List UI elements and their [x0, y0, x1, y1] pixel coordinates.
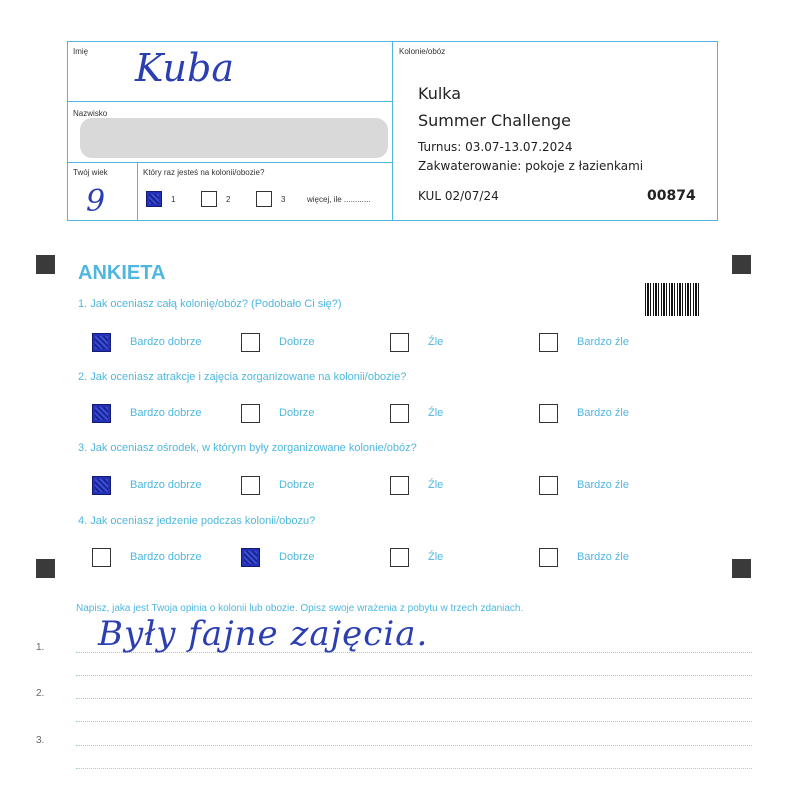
question-3: 3. Jak oceniasz ośrodek, w którym były zorganizowane kolonie/obóz?: [78, 442, 417, 454]
q3-option-1-checkbox[interactable]: [92, 476, 111, 495]
q2-option-2-checkbox[interactable]: [241, 404, 260, 423]
q4-option-4-checkbox[interactable]: [539, 548, 558, 567]
camp-label: Kolonie/obóz: [399, 47, 446, 56]
q2-option-1-checkbox[interactable]: [92, 404, 111, 423]
registration-marker-bottom-right: [732, 559, 751, 578]
times-checkbox-3[interactable]: [256, 191, 272, 207]
camp-program: Summer Challenge: [418, 111, 571, 130]
question-2: 2. Jak oceniasz atrakcje i zajęcia zorganizowane na kolonii/obozie?: [78, 371, 407, 383]
q3-option-1-label: Bardzo dobrze: [130, 479, 202, 491]
q4-option-2-checkbox[interactable]: [241, 548, 260, 567]
times-option-2: 2: [226, 195, 231, 204]
q2-option-1-label: Bardzo dobrze: [130, 407, 202, 419]
surname-label: Nazwisko: [73, 109, 108, 118]
q2-option-3-label: Źle: [428, 407, 444, 419]
times-more-label: więcej, ile ............: [307, 195, 371, 204]
q1-option-3-label: Źle: [428, 336, 444, 348]
q4-option-3-label: Źle: [428, 551, 444, 563]
q2-option-2-label: Dobrze: [279, 407, 315, 419]
opinion-prompt: Napisz, jaka jest Twoja opinia o kolonii lub obozie. Opisz swoje wrażenia z pobytu w trzech zdaniach.: [76, 603, 524, 614]
divider-name: [67, 101, 392, 102]
question-1: 1. Jak oceniasz całą kolonię/obóz? (Podobało Ci się?): [78, 298, 342, 310]
question-4: 4. Jak oceniasz jedzenie podczas kolonii/obozu?: [78, 515, 316, 527]
q1-option-4-checkbox[interactable]: [539, 333, 558, 352]
q4-option-3-checkbox[interactable]: [390, 548, 409, 567]
camp-code: KUL 02/07/24: [418, 189, 499, 203]
barcode: [645, 283, 700, 316]
q3-option-2-label: Dobrze: [279, 479, 315, 491]
q1-option-2-label: Dobrze: [279, 336, 315, 348]
answer-line-1b: [76, 675, 752, 676]
q1-option-1-label: Bardzo dobrze: [130, 336, 202, 348]
surname-redaction: [80, 118, 388, 158]
name-handwritten: Kuba: [135, 46, 235, 90]
line-number-2: 2.: [36, 688, 45, 699]
camp-name: Kulka: [418, 84, 462, 103]
divider-vertical: [392, 41, 393, 221]
times-checkbox-2[interactable]: [201, 191, 217, 207]
q3-option-4-label: Bardzo źle: [577, 479, 629, 491]
divider-surname: [67, 162, 392, 163]
times-checkbox-1[interactable]: [146, 191, 162, 207]
turnus-dates: Turnus: 03.07-13.07.2024: [418, 140, 573, 154]
form-number: 00874: [647, 188, 696, 204]
q2-option-3-checkbox[interactable]: [390, 404, 409, 423]
q3-option-2-checkbox[interactable]: [241, 476, 260, 495]
q1-option-1-checkbox[interactable]: [92, 333, 111, 352]
q1-option-2-checkbox[interactable]: [241, 333, 260, 352]
q1-option-4-label: Bardzo źle: [577, 336, 629, 348]
q3-option-4-checkbox[interactable]: [539, 476, 558, 495]
registration-marker-bottom-left: [36, 559, 55, 578]
answer-line-2a: [76, 698, 752, 699]
q2-option-4-checkbox[interactable]: [539, 404, 558, 423]
times-label: Który raz jesteś na kolonii/obozie?: [143, 168, 265, 177]
answer-line-2b: [76, 721, 752, 722]
q4-option-4-label: Bardzo źle: [577, 551, 629, 563]
times-option-1: 1: [171, 195, 176, 204]
age-label: Twój wiek: [73, 168, 108, 177]
line-number-3: 3.: [36, 735, 45, 746]
q3-option-3-checkbox[interactable]: [390, 476, 409, 495]
q4-option-1-label: Bardzo dobrze: [130, 551, 202, 563]
line-number-1: 1.: [36, 642, 45, 653]
lodging-info: Zakwaterowanie: pokoje z łazienkami: [418, 159, 644, 173]
q4-option-2-label: Dobrze: [279, 551, 315, 563]
divider-age: [137, 162, 138, 221]
q4-option-1-checkbox[interactable]: [92, 548, 111, 567]
name-label: Imię: [73, 47, 89, 56]
q3-option-3-label: Źle: [428, 479, 444, 491]
q2-option-4-label: Bardzo źle: [577, 407, 629, 419]
survey-title: ANKIETA: [78, 262, 166, 284]
registration-marker-top-left: [36, 255, 55, 274]
opinion-answer-handwritten: Były fajne zajęcia.: [98, 614, 429, 654]
q1-option-3-checkbox[interactable]: [390, 333, 409, 352]
times-option-3: 3: [281, 195, 286, 204]
answer-line-3b: [76, 768, 752, 769]
answer-line-3a: [76, 745, 752, 746]
age-handwritten: 9: [86, 184, 106, 219]
registration-marker-top-right: [732, 255, 751, 274]
